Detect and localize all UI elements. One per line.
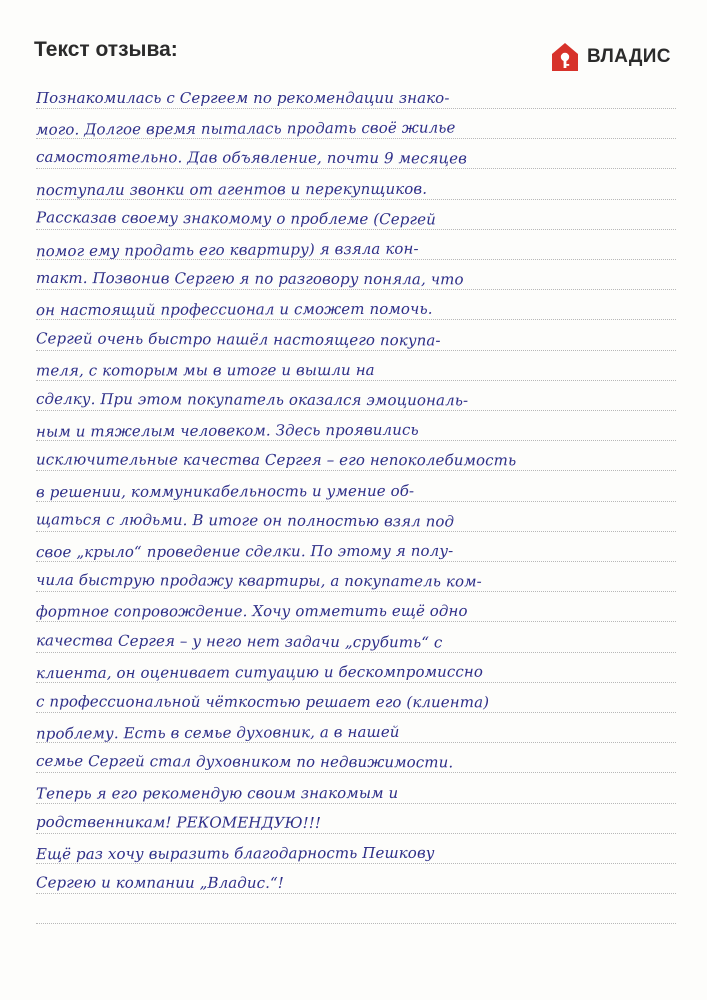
brand-logo-text: ВЛАДИС	[587, 46, 671, 67]
page-title: Текст отзыва:	[34, 38, 178, 61]
handwritten-line: самостоятельно. Дав объявление, почти 9 месяцев	[35, 148, 467, 168]
handwritten-line: Сергею и компании „Владис.“!	[35, 873, 284, 893]
handwritten-line: Познакомилась с Сергеем по рекомендации знако-	[36, 89, 450, 107]
handwritten-line: семье Сергей стал духовником по недвижимости.	[35, 752, 454, 772]
handwritten-line: исключительные качества Сергея – его непоколебимость	[35, 450, 517, 470]
handwritten-line: щаться с людьми. В итоге он полностью взял под	[35, 510, 455, 531]
handwritten-review	[36, 86, 676, 906]
handwritten-line: Теперь я его рекомендую своим знакомым и	[35, 783, 399, 803]
handwritten-line: клиента, он оценивает ситуацию и бескомпромиссно	[35, 662, 484, 682]
handwritten-line: Ещё раз хочу выразить благодарность Пешкову	[35, 843, 435, 864]
house-key-icon	[551, 42, 579, 72]
brand-logo	[551, 42, 691, 72]
handwritten-line: свое „крыло“ проведение сделки. По этому я полу-	[35, 541, 454, 562]
handwritten-line: теля, с которым мы в итоге и вышли на	[35, 360, 375, 380]
handwritten-line: с профессиональной чёткостью решает его (клиента)	[35, 692, 490, 712]
ruled-line	[36, 923, 676, 924]
handwritten-line: такт. Позвонив Сергею я по разговору поняла, что	[35, 269, 464, 289]
handwritten-line: качества Сергея – у него нет задачи „срубить“ с	[35, 630, 443, 652]
handwritten-line: мого. Долгое время пыталась продать своё жилье	[35, 118, 456, 139]
handwritten-line: поступали звонки от агентов и перекупщиков.	[35, 179, 428, 199]
handwritten-line: сделку. При этом покупатель оказался эмоциональ-	[35, 389, 469, 410]
handwritten-line: проблему. Есть в семье духовник, а в нашей	[35, 722, 400, 743]
handwritten-line: в решении, коммуникабельность и умение об-	[35, 481, 415, 501]
handwritten-line: чила быструю продажу квартиры, а покупатель ком-	[35, 571, 482, 591]
handwritten-line: помог ему продать его квартиру) я взяла кон-	[35, 239, 419, 261]
handwritten-line: он настоящий профессионал и сможет помочь.	[35, 300, 433, 320]
handwritten-line: ным и тяжелым человеком. Здесь проявились	[35, 420, 419, 441]
handwritten-line: родственникам! РЕКОМЕНДУЮ!!!	[35, 812, 322, 832]
handwritten-line: Рассказав своему знакомому о проблеме (Сергей	[35, 208, 436, 229]
handwritten-line: фортное сопровождение. Хочу отметить ещё одно	[35, 602, 468, 621]
handwritten-line: Сергей очень быстро нашёл настоящего покупа-	[35, 328, 441, 350]
